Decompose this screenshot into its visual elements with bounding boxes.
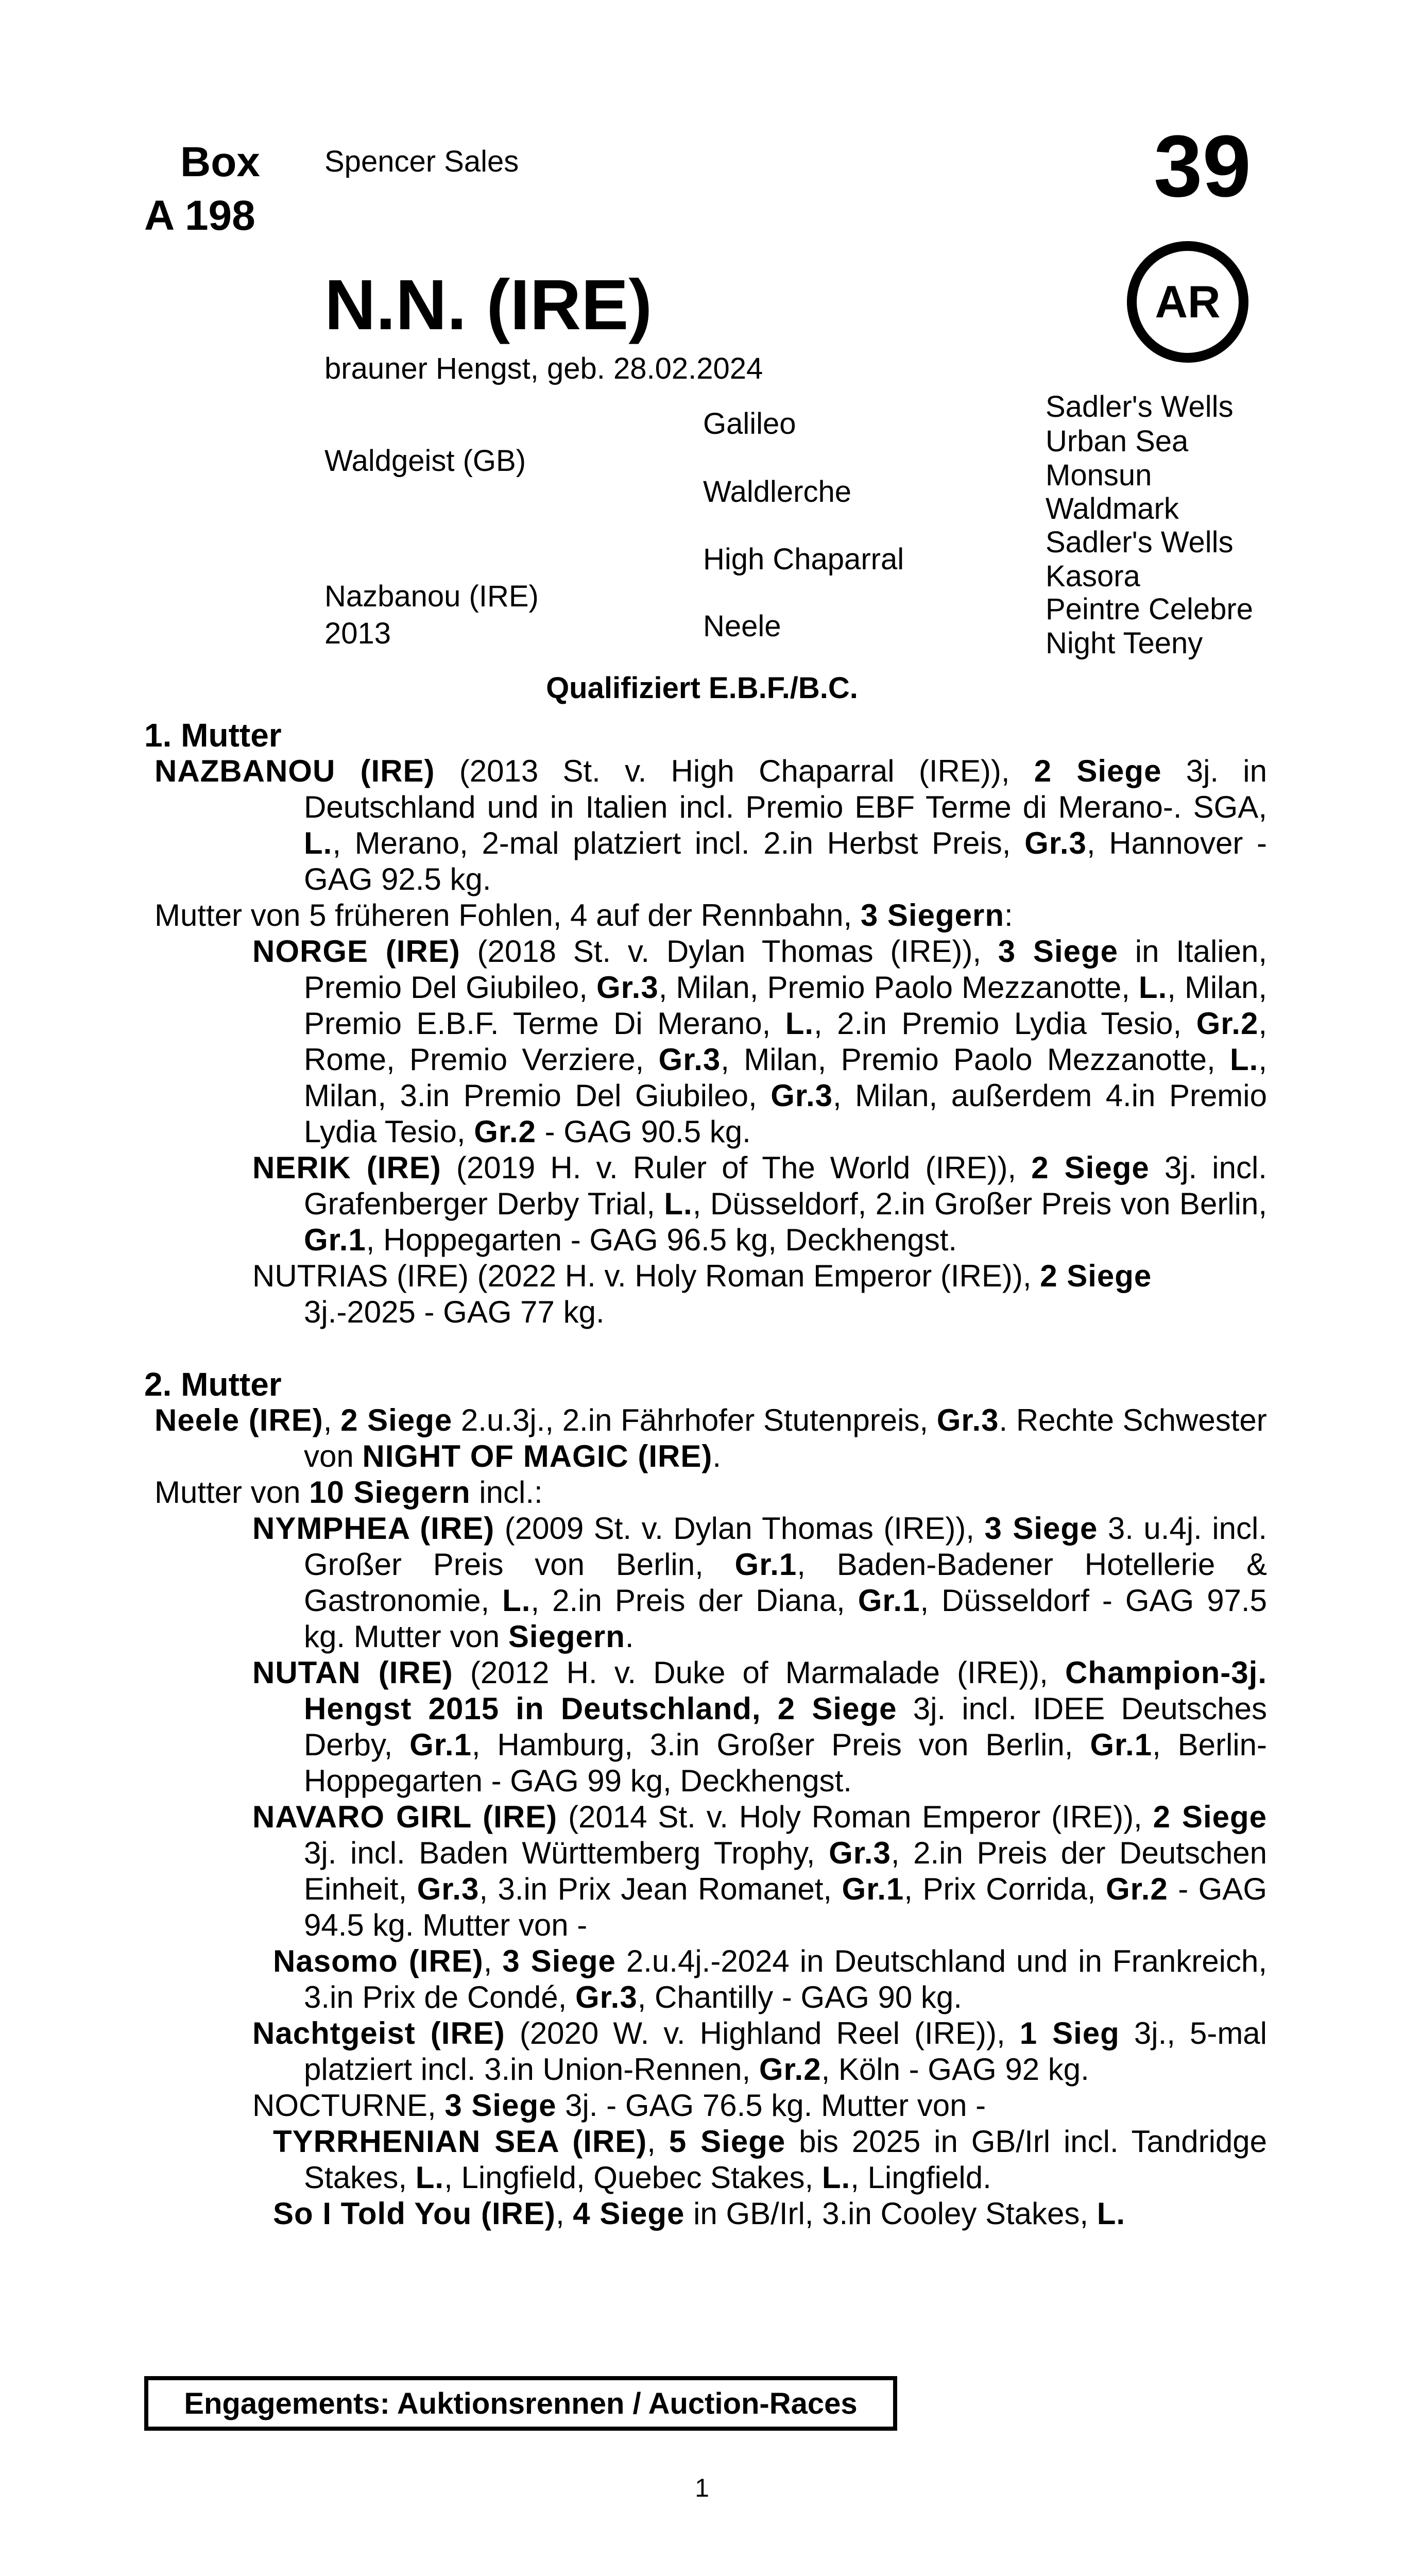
text: 3j. incl. IDEE Deutsches Derby, xyxy=(304,1691,1267,1762)
listed: L. xyxy=(1097,2196,1126,2231)
pedigree-sire: Waldgeist (GB) xyxy=(324,444,526,478)
catalogue-body xyxy=(144,717,1267,2232)
text: (2009 St. v. Dylan Thomas (IRE)), xyxy=(494,1511,985,1546)
text: incl.: xyxy=(470,1475,543,1510)
grandoffspring-tyrrhenian-sea xyxy=(144,2124,1267,2196)
offspring-nutan xyxy=(144,1655,1267,1799)
text: (2019 H. v. Ruler of The World (IRE)), xyxy=(441,1150,1032,1185)
text: - GAG 94.5 kg. Mutter von - xyxy=(304,1872,1267,1942)
text: . xyxy=(712,1439,722,1473)
text: , 2.in Preis der Deutschen Einheit, xyxy=(304,1836,1267,1906)
wins: 3 Siege xyxy=(984,1511,1098,1546)
group: Gr.2 xyxy=(759,2052,821,2087)
wins: 2 Siege xyxy=(340,1403,453,1437)
text: bis 2025 in GB/Irl incl. Tandridge Stakes, xyxy=(304,2124,1267,2195)
horse: Nasomo (IRE) xyxy=(273,1944,484,1978)
group: Gr.2 xyxy=(1196,1006,1259,1041)
text: , Hoppegarten - GAG 96.5 kg, Deckhengst. xyxy=(366,1223,957,1257)
pedigree-grandparent: Neele xyxy=(703,609,781,643)
box-number: A 198 xyxy=(144,192,255,239)
wins: 3 Siege xyxy=(444,2088,557,2123)
pedigree-grandparent: High Chaparral xyxy=(703,543,904,576)
qualification: Qualifiziert E.B.F./B.C. xyxy=(546,671,858,705)
text: , Merano, 2-mal platziert incl. 2.in Herbst Preis, xyxy=(332,826,1025,860)
horse: NUTAN (IRE) xyxy=(252,1655,453,1690)
text: , Lingfield, Quebec Stakes, xyxy=(444,2160,822,2195)
second-dam-heading: 2. Mutter xyxy=(144,1366,282,1403)
offspring-navaro-girl xyxy=(144,1799,1267,1943)
listed: L. xyxy=(1229,1042,1259,1077)
pedigree-great-grandparent: Peintre Celebre xyxy=(1046,592,1253,626)
text: 3j. - GAG 76.5 kg. Mutter von - xyxy=(556,2088,986,2123)
second-dam-produce xyxy=(144,1475,1267,1511)
horse-description: brauner Hengst, geb. 28.02.2024 xyxy=(324,352,763,385)
text: , Düsseldorf, 2.in Großer Preis von Berlin, xyxy=(692,1187,1267,1221)
wins: 2 Siege xyxy=(1031,1150,1150,1185)
text: , Hamburg, 3.in Großer Preis von Berlin, xyxy=(471,1727,1090,1762)
group: Gr.3 xyxy=(658,1042,721,1077)
horse: NOCTURNE, xyxy=(252,2088,445,2123)
text: , xyxy=(323,1403,341,1437)
pedigree-dam-year: 2013 xyxy=(324,617,391,650)
group: Gr.3 xyxy=(1024,826,1087,860)
horse: NORGE (IRE) xyxy=(252,934,460,969)
wins: 3 Siege xyxy=(502,1944,616,1978)
ar-badge xyxy=(1127,241,1248,363)
text: in GB/Irl, 3.in Cooley Stakes, xyxy=(684,2196,1097,2231)
listed: L. xyxy=(415,2160,444,2195)
group: Gr.1 xyxy=(1090,1727,1153,1762)
sister: NIGHT OF MAGIC (IRE) xyxy=(362,1439,713,1473)
group: Gr.3 xyxy=(829,1836,891,1870)
pedigree-great-grandparent: Sadler's Wells xyxy=(1046,390,1234,423)
grandoffspring-so-i-told-you xyxy=(144,2196,1267,2232)
spacer xyxy=(144,1330,1267,1366)
text: , 2.in Preis der Diana, xyxy=(530,1583,858,1618)
listed: L. xyxy=(821,2160,851,2195)
horse: NERIK (IRE) xyxy=(252,1150,441,1185)
pedigree-great-grandparent: Sadler's Wells xyxy=(1046,526,1234,559)
text: , Köln - GAG 92 kg. xyxy=(821,2052,1089,2087)
text: , xyxy=(483,1944,503,1978)
wins: 2 Siege xyxy=(1040,1259,1152,1293)
text: , 3.in Prix Jean Romanet, xyxy=(479,1872,842,1906)
horse-name: N.N. (IRE) xyxy=(324,265,653,345)
wins: 2 Siege xyxy=(1034,754,1162,788)
pedigree-great-grandparent: Kasora xyxy=(1046,560,1140,593)
group: Gr.1 xyxy=(734,1547,797,1582)
text: 2.u.3j., 2.in Fährhofer Stutenpreis, xyxy=(452,1403,937,1437)
offspring-nutrias xyxy=(144,1258,1267,1330)
text: Mutter von xyxy=(155,1475,310,1510)
group: Gr.3 xyxy=(575,1980,638,2014)
text: , Milan, 3.in Premio Del Giubileo, xyxy=(304,1042,1267,1113)
horse: NAVARO GIRL (IRE) xyxy=(252,1800,558,1834)
group: Gr.3 xyxy=(596,970,659,1005)
text: , Chantilly - GAG 90 kg. xyxy=(637,1980,962,2014)
winners: Siegern xyxy=(508,1619,625,1654)
pedigree-dam: Nazbanou (IRE) xyxy=(324,580,539,613)
offspring-norge xyxy=(144,934,1267,1150)
text: (2013 St. v. High Chaparral (IRE)), xyxy=(435,754,1034,788)
text: , Rome, Premio Verziere, xyxy=(304,1006,1267,1077)
horse: Nachtgeist (IRE) xyxy=(252,2016,505,2050)
text: 3j. incl. Baden Württemberg Trophy, xyxy=(304,1836,829,1870)
text: (2014 St. v. Holy Roman Emperor (IRE)), xyxy=(557,1800,1153,1834)
listed: L. xyxy=(502,1583,531,1618)
wins: 2 Siege xyxy=(1153,1800,1267,1834)
pedigree-great-grandparent: Night Teeny xyxy=(1046,626,1203,660)
box-label: Box xyxy=(180,139,260,185)
offspring-nerik xyxy=(144,1150,1267,1258)
second-dam-entry xyxy=(144,1402,1267,1475)
text: 3j. in Deutschland und in Italien incl. Premio EBF Terme di Merano-. SGA, xyxy=(304,754,1268,824)
text: in Italien, Premio Del Giubileo, xyxy=(304,934,1268,1005)
dam-name: NAZBANOU (IRE) xyxy=(155,754,435,788)
listed: L. xyxy=(785,1006,814,1041)
offspring-nymphea xyxy=(144,1511,1267,1655)
horse: So I Told You (IRE) xyxy=(273,2196,556,2231)
wins: 4 Siege xyxy=(573,2196,685,2231)
group: Gr.2 xyxy=(1106,1872,1168,1906)
champion: Champion-3j. Hengst 2015 in Deutschland, 2 Siege xyxy=(304,1655,1267,1726)
page-number: 1 xyxy=(695,2473,709,2502)
text: , Milan, außerdem 4.in Premio Lydia Tesio, xyxy=(304,1078,1267,1149)
text: , Milan, Premio Paolo Mezzanotte, xyxy=(658,970,1139,1005)
text: , Berlin-Hoppegarten - GAG 99 kg, Deckhengst. xyxy=(304,1727,1268,1798)
text: (2012 H. v. Duke of Marmalade (IRE)), xyxy=(453,1655,1065,1690)
text: , Düsseldorf - GAG 97.5 kg. Mutter von xyxy=(304,1583,1267,1654)
text: 3j., 5-mal platziert incl. 3.in Union-Rennen, xyxy=(304,2016,1268,2087)
listed: L. xyxy=(664,1187,693,1221)
text: 3. u.4j. incl. Großer Preis von Berlin, xyxy=(304,1511,1268,1582)
group: Gr.2 xyxy=(474,1114,536,1149)
group: Gr.1 xyxy=(304,1223,366,1257)
offspring-nachtgeist xyxy=(144,2015,1267,2088)
horse: NUTRIAS (IRE) (2022 H. v. Holy Roman Emperor (IRE)), xyxy=(252,1259,1040,1293)
group: Gr.3 xyxy=(771,1078,833,1113)
text: - GAG 90.5 kg. xyxy=(536,1114,751,1149)
group: Gr.3 xyxy=(417,1872,480,1906)
winners: 3 Siegern xyxy=(860,898,1004,933)
text: Mutter von 5 früheren Fohlen, 4 auf der Rennbahn, xyxy=(155,898,861,933)
first-dam-produce xyxy=(144,897,1267,934)
engagements-text: Engagements: Auktionsrennen / Auction-Races xyxy=(184,2386,858,2420)
text: : xyxy=(1004,898,1013,933)
ar-badge-text: AR xyxy=(1155,276,1221,327)
wins: 5 Siege xyxy=(669,2124,786,2159)
text: , Milan, Premio E.B.F. Terme Di Merano, xyxy=(304,970,1267,1041)
text: (2018 St. v. Dylan Thomas (IRE)), xyxy=(460,934,998,969)
text: , Milan, Premio Paolo Mezzanotte, xyxy=(721,1042,1230,1077)
text: 3j.-2025 - GAG 77 kg. xyxy=(304,1295,605,1329)
horse: TYRRHENIAN SEA (IRE) xyxy=(273,2124,647,2159)
first-dam-entry xyxy=(144,753,1267,897)
grandoffspring-nasomo xyxy=(144,1943,1267,2015)
engagements-box xyxy=(144,2376,897,2431)
listed: L. xyxy=(304,826,333,860)
group: Gr.3 xyxy=(936,1403,999,1437)
seller: Spencer Sales xyxy=(324,145,519,178)
pedigree-great-grandparent: Monsun xyxy=(1046,459,1152,492)
lot-number: 39 xyxy=(1154,117,1252,215)
text: , Prix Corrida, xyxy=(904,1872,1106,1906)
text: 3j. incl. Grafenberger Derby Trial, xyxy=(304,1150,1267,1221)
text: , 2.in Premio Lydia Tesio, xyxy=(814,1006,1196,1041)
wins: 1 Sieg xyxy=(1019,2016,1120,2050)
offspring-nocturne xyxy=(144,2088,1267,2124)
text: , Hannover - GAG 92.5 kg. xyxy=(304,826,1268,896)
pedigree-grandparent: Galileo xyxy=(703,407,796,440)
text: , xyxy=(647,2124,669,2159)
text: . xyxy=(625,1619,634,1654)
group: Gr.1 xyxy=(858,1583,920,1618)
group: Gr.1 xyxy=(409,1727,472,1762)
text: , Lingfield. xyxy=(850,2160,991,2195)
text: . Rechte Schwester von xyxy=(304,1403,1267,1473)
pedigree-great-grandparent: Waldmark xyxy=(1046,492,1179,526)
winners: 10 Siegern xyxy=(309,1475,471,1510)
wins: 3 Siege xyxy=(998,934,1119,969)
first-dam-heading: 1. Mutter xyxy=(144,717,282,754)
group: Gr.1 xyxy=(842,1872,904,1906)
text: , xyxy=(555,2196,573,2231)
pedigree-grandparent: Waldlerche xyxy=(703,475,851,509)
text: (2020 W. v. Highland Reel (IRE)), xyxy=(505,2016,1020,2050)
text: , Baden-Badener Hotellerie & Gastronomie, xyxy=(304,1547,1267,1618)
dam-name: Neele (IRE) xyxy=(155,1403,323,1437)
text: 2.u.4j.-2024 in Deutschland und in Frankreich, 3.in Prix de Condé, xyxy=(304,1944,1267,2014)
listed: L. xyxy=(1138,970,1168,1005)
horse: NYMPHEA (IRE) xyxy=(252,1511,495,1546)
pedigree-great-grandparent: Urban Sea xyxy=(1046,425,1189,458)
